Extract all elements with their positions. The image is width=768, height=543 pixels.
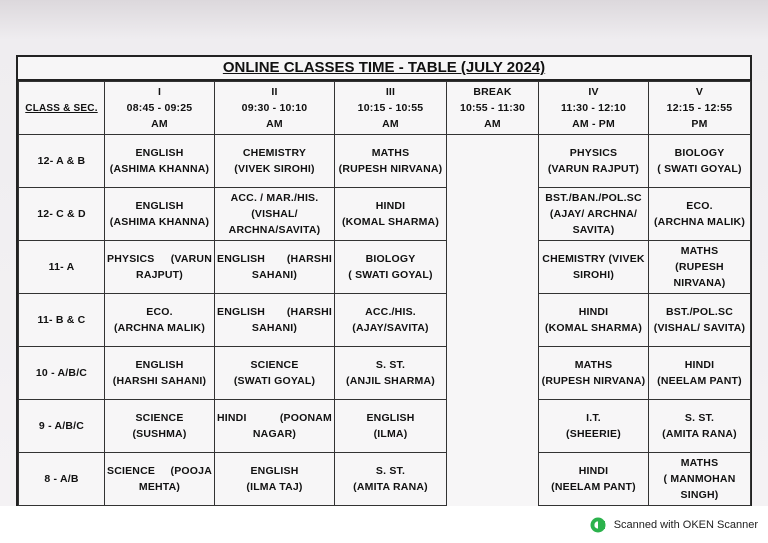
period-time: 08:45 - 09:25	[126, 102, 193, 114]
break-cell	[447, 188, 539, 241]
period-num: BREAK	[473, 86, 512, 98]
subject-cell	[215, 241, 335, 294]
subject-cell	[539, 241, 649, 294]
subject-cell	[335, 294, 447, 347]
period-time: 11:30 - 12:10	[560, 102, 627, 114]
subject-name: CHEMISTRY	[242, 147, 307, 159]
subject-cell	[335, 188, 447, 241]
teacher-name: (AJAY/SAVITA)	[352, 322, 429, 334]
teacher-name: (ARCHNA MALIK)	[653, 216, 746, 228]
subject-name: HINDI	[217, 412, 247, 424]
teacher-name: (KOMAL SHARMA)	[544, 322, 643, 334]
class-section-cell: 10 - A/B/C	[19, 347, 105, 400]
subject-name: MATHS	[680, 457, 719, 469]
header-class-sec	[19, 82, 105, 135]
break-cell	[447, 400, 539, 453]
period-ampm: PM	[691, 118, 708, 130]
class-section-cell: 8 - A/B	[19, 453, 105, 506]
subject-cell	[539, 188, 649, 241]
subject-name: ECO.	[146, 306, 173, 318]
teacher-name: (ASHIMA KHANNA)	[109, 216, 210, 228]
subject-cell	[649, 135, 751, 188]
subject-cell	[539, 294, 649, 347]
teacher-name-part: (HARSHI	[286, 253, 332, 265]
teacher-name: (HARSHI SAHANI)	[112, 375, 207, 387]
teacher-name-part: (POONAM	[279, 412, 332, 424]
table-row	[19, 241, 751, 294]
period-time: 12:15 - 12:55	[666, 102, 733, 114]
subject-cell	[539, 400, 649, 453]
scanner-footer-text: Scanned with OKEN Scanner	[613, 519, 758, 531]
subject-name: MATHS	[574, 359, 613, 371]
teacher-name: (RUPESH NIRVANA)	[338, 163, 443, 175]
class-section-cell: 11- A	[19, 241, 105, 294]
header-period	[335, 82, 447, 135]
subject-cell	[335, 135, 447, 188]
subject-line-split	[107, 251, 212, 267]
subject-cell	[649, 400, 751, 453]
subject-name: I.T.	[586, 412, 601, 424]
teacher-name: SIROHI)	[572, 269, 615, 281]
subject-cell	[649, 241, 751, 294]
subject-cell	[335, 241, 447, 294]
period-time: 09:30 - 10:10	[241, 102, 308, 114]
teacher-name: ( MANMOHAN	[663, 473, 736, 485]
break-cell	[447, 294, 539, 347]
teacher-name: (ILMA TAJ)	[246, 481, 303, 493]
subject-cell	[105, 347, 215, 400]
teacher-name: ARCHNA/SAVITA)	[228, 224, 321, 236]
teacher-name: (KOMAL SHARMA)	[341, 216, 440, 228]
teacher-name: (AMITA RANA)	[353, 481, 428, 493]
subject-cell	[215, 294, 335, 347]
subject-name: ENGLISH	[135, 359, 184, 371]
table-row	[19, 453, 751, 506]
period-ampm: AM	[484, 118, 501, 130]
subject-name: S. ST.	[375, 359, 406, 371]
subject-name: CHEMISTRY (VIVEK	[542, 253, 645, 265]
subject-name: BIOLOGY	[365, 253, 416, 265]
table-row	[19, 294, 751, 347]
timetable-title: ONLINE CLASSES TIME - TABLE (JULY 2024)	[18, 57, 750, 81]
subject-name: HINDI	[578, 465, 609, 477]
table-row	[19, 135, 751, 188]
timetable-body	[19, 135, 751, 506]
break-cell	[447, 453, 539, 506]
break-cell	[447, 241, 539, 294]
subject-name: BIOLOGY	[674, 147, 725, 159]
subject-cell	[649, 347, 751, 400]
teacher-name: (VISHAL/	[251, 208, 298, 220]
teacher-name: MEHTA)	[138, 481, 181, 493]
subject-name: MATHS	[371, 147, 410, 159]
subject-cell	[105, 241, 215, 294]
subject-cell	[105, 400, 215, 453]
teacher-name: (NEELAM PANT)	[551, 481, 636, 493]
subject-name: S. ST.	[684, 412, 715, 424]
teacher-name: ( SWATI GOYAL)	[348, 269, 433, 281]
teacher-name: SINGH)	[680, 489, 719, 501]
teacher-name: (ILMA)	[373, 428, 408, 440]
subject-name: HINDI	[375, 200, 406, 212]
subject-cell	[649, 453, 751, 506]
subject-line-split	[217, 304, 332, 320]
header-period	[539, 82, 649, 135]
break-cell	[447, 347, 539, 400]
subject-cell	[539, 135, 649, 188]
class-section-cell: 9 - A/B/C	[19, 400, 105, 453]
subject-name: SCIENCE	[107, 465, 156, 477]
header-period	[215, 82, 335, 135]
timetable	[18, 81, 751, 506]
subject-name: ACC./HIS.	[365, 306, 416, 318]
period-ampm: AM	[151, 118, 168, 130]
subject-name: ENGLISH	[135, 200, 184, 212]
scanner-footer	[590, 515, 758, 535]
teacher-name: SAHANI)	[251, 322, 298, 334]
period-time: 10:55 - 11:30	[459, 102, 526, 114]
header-row	[19, 82, 751, 135]
subject-cell	[539, 453, 649, 506]
subject-line-split	[217, 251, 332, 267]
teacher-name: (RUPESH NIRVANA)	[541, 375, 646, 387]
subject-name: ENGLISH	[135, 147, 184, 159]
header-period	[105, 82, 215, 135]
teacher-name: (SWATI GOYAL)	[233, 375, 316, 387]
subject-cell	[105, 188, 215, 241]
table-row	[19, 188, 751, 241]
teacher-name: (AMITA RANA)	[662, 428, 737, 440]
teacher-name: (ANJIL SHARMA)	[346, 375, 435, 387]
teacher-name: (AJAY/ ARCHNA/	[549, 208, 638, 220]
subject-name: ENGLISH	[217, 253, 266, 265]
subject-name: SCIENCE	[250, 359, 299, 371]
class-section-cell: 11- B & C	[19, 294, 105, 347]
teacher-name: (VARUN RAJPUT)	[547, 163, 640, 175]
period-num: V	[695, 86, 704, 98]
subject-cell	[335, 453, 447, 506]
subject-name: ECO.	[686, 200, 713, 212]
subject-cell	[105, 135, 215, 188]
subject-name: MATHS	[680, 245, 719, 257]
teacher-name: (ASHIMA KHANNA)	[109, 163, 210, 175]
period-num: III	[385, 86, 396, 98]
timetable-sheet	[16, 55, 752, 506]
period-ampm: AM - PM	[572, 118, 615, 130]
teacher-name: (VISHAL/ SAVITA)	[653, 322, 746, 334]
header-break	[447, 82, 539, 135]
subject-cell	[105, 453, 215, 506]
subject-cell	[105, 294, 215, 347]
subject-cell	[215, 188, 335, 241]
subject-name: ENGLISH	[250, 465, 299, 477]
teacher-name: SAHANI)	[251, 269, 298, 281]
teacher-name: SAVITA)	[572, 224, 615, 236]
header-period	[649, 82, 751, 135]
class-section-cell: 12- A & B	[19, 135, 105, 188]
subject-cell	[335, 400, 447, 453]
table-row	[19, 400, 751, 453]
subject-name: PHYSICS	[107, 253, 155, 265]
teacher-name-part: (POOJA	[170, 465, 212, 477]
break-cell	[447, 135, 539, 188]
subject-name: ENGLISH	[217, 306, 266, 318]
subject-cell	[215, 400, 335, 453]
subject-cell	[539, 347, 649, 400]
subject-cell	[649, 294, 751, 347]
subject-name: SCIENCE (SUSHMA)	[132, 412, 187, 440]
period-num: IV	[588, 86, 599, 98]
teacher-name: (RUPESH NIRVANA)	[673, 261, 726, 289]
subject-cell	[649, 188, 751, 241]
teacher-name: (VIVEK SIROHI)	[234, 163, 315, 175]
teacher-name-part: (VARUN	[170, 253, 212, 265]
subject-name: S. ST.	[375, 465, 406, 477]
period-time: 10:15 - 10:55	[357, 102, 424, 114]
subject-name: HINDI	[578, 306, 609, 318]
table-row	[19, 347, 751, 400]
subject-name: BST./POL.SC	[666, 306, 733, 318]
teacher-name: (NEELAM PANT)	[657, 375, 742, 387]
period-ampm: AM	[382, 118, 399, 130]
subject-line-split	[107, 463, 212, 479]
subject-cell	[335, 347, 447, 400]
subject-cell	[215, 135, 335, 188]
oken-logo-icon	[590, 517, 606, 533]
subject-cell	[215, 453, 335, 506]
period-ampm: AM	[266, 118, 283, 130]
class-sec-label: CLASS & SEC.	[25, 102, 98, 114]
subject-name: ENGLISH	[366, 412, 415, 424]
subject-line-split	[217, 410, 332, 426]
period-num: II	[271, 86, 278, 98]
class-section-cell: 12- C & D	[19, 188, 105, 241]
subject-name: HINDI	[684, 359, 715, 371]
teacher-name: RAJPUT)	[136, 269, 183, 281]
teacher-name-part: (HARSHI	[286, 306, 332, 318]
subject-name: BST./BAN./POL.SC	[545, 192, 642, 204]
teacher-name: NAGAR)	[252, 428, 297, 440]
subject-name: ACC. / MAR./HIS.	[230, 192, 319, 204]
teacher-name: (SHEERIE)	[566, 428, 621, 440]
subject-cell	[215, 347, 335, 400]
teacher-name: ( SWATI GOYAL)	[657, 163, 742, 175]
period-num: I	[157, 86, 162, 98]
teacher-name: (ARCHNA MALIK)	[113, 322, 206, 334]
subject-name: PHYSICS	[569, 147, 618, 159]
